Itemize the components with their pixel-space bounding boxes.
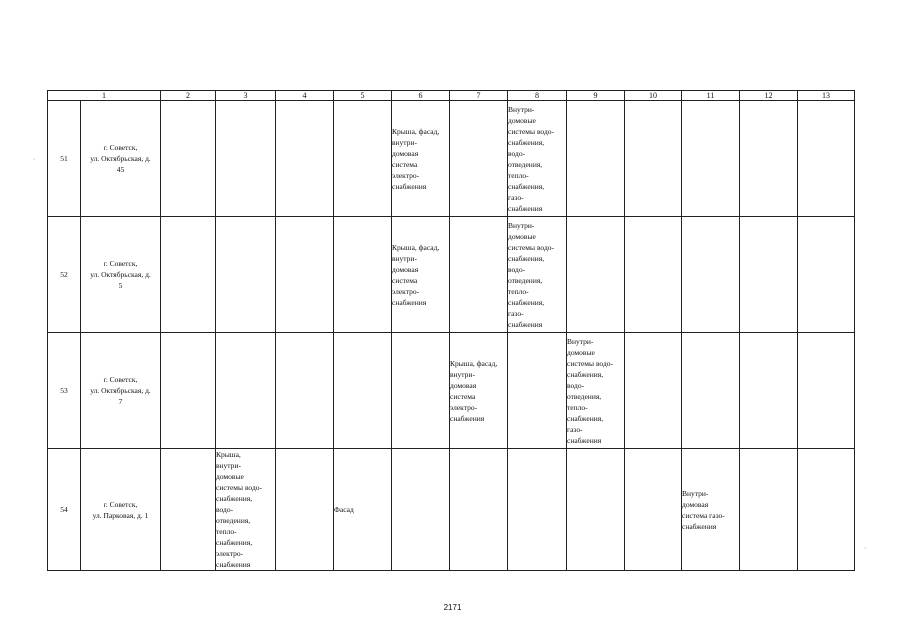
row-number: 53 [48, 333, 81, 449]
cell-col-2 [161, 101, 216, 217]
cell-col-2 [161, 333, 216, 449]
cell-col-4 [276, 101, 334, 217]
cell-col-11 [682, 333, 740, 449]
column-header-10: 10 [625, 91, 682, 101]
cell-col-10 [625, 333, 682, 449]
table-row [48, 101, 855, 217]
cell-col-5: Фасад [334, 449, 392, 571]
cell-col-5 [334, 217, 392, 333]
column-header-9: 9 [567, 91, 625, 101]
address-cell: г. Советск, ул. Октябрьская, д. 7 [81, 333, 161, 449]
cell-col-9 [567, 217, 625, 333]
cell-col-8 [508, 449, 567, 571]
cell-col-5 [334, 101, 392, 217]
cell-col-9: Внутри- домовые системы водо- снабжения, водо- отведения, тепло- снабжения, газо- снабжения [567, 333, 625, 449]
cell-col-11: Внутри- домовая система газо- снабжения [682, 449, 740, 571]
cell-col-12 [740, 217, 798, 333]
cell-col-4 [276, 449, 334, 571]
cell-col-9 [567, 101, 625, 217]
column-header-5: 5 [334, 91, 392, 101]
cell-col-4 [276, 333, 334, 449]
cell-col-8: Внутри- домовые системы водо- снабжения, водо- отведения, тепло- снабжения, газо- снабжения [508, 217, 567, 333]
cell-col-3 [216, 333, 276, 449]
column-header-13: 13 [798, 91, 855, 101]
column-header-1: 1 [48, 91, 161, 101]
cell-col-9 [567, 449, 625, 571]
row-number: 51 [48, 101, 81, 217]
cell-col-6 [392, 449, 450, 571]
page-number: 2171 [443, 603, 462, 612]
cell-col-12 [740, 333, 798, 449]
cell-col-7: Крыша, фасад, внутри- домовая система электро- снабжения [450, 333, 508, 449]
cell-col-7 [450, 217, 508, 333]
works-table [47, 90, 855, 571]
cell-col-12 [740, 101, 798, 217]
scan-speck: · [864, 545, 867, 552]
cell-col-8: Внутри- домовые системы водо- снабжения, водо- отведения, тепло- снабжения, газо- снабжения [508, 101, 567, 217]
cell-col-10 [625, 101, 682, 217]
cell-col-10 [625, 449, 682, 571]
cell-col-13 [798, 101, 855, 217]
column-header-12: 12 [740, 91, 798, 101]
cell-col-13 [798, 333, 855, 449]
cell-col-3 [216, 101, 276, 217]
cell-col-4 [276, 217, 334, 333]
table-row [48, 333, 855, 449]
row-number: 52 [48, 217, 81, 333]
address-cell: г. Советск, ул. Октябрьская, д. 45 [81, 101, 161, 217]
column-header-11: 11 [682, 91, 740, 101]
cell-col-3 [216, 217, 276, 333]
cell-col-13 [798, 217, 855, 333]
cell-col-11 [682, 217, 740, 333]
column-header-6: 6 [392, 91, 450, 101]
cell-col-10 [625, 217, 682, 333]
cell-col-2 [161, 449, 216, 571]
cell-col-11 [682, 101, 740, 217]
address-cell: г. Советск, ул. Октябрьская, д. 5 [81, 217, 161, 333]
column-header-2: 2 [161, 91, 216, 101]
column-header-3: 3 [216, 91, 276, 101]
row-number: 54 [48, 449, 81, 571]
cell-col-8 [508, 333, 567, 449]
cell-col-3: Крыша, внутри- домовые системы водо- снабжения, водо- отведения, тепло- снабжения, электро- снабжения [216, 449, 276, 571]
header-row [48, 91, 855, 101]
column-header-7: 7 [450, 91, 508, 101]
cell-col-6: Крыша, фасад, внутри- домовая система электро- снабжения [392, 217, 450, 333]
column-header-8: 8 [508, 91, 567, 101]
table-row [48, 217, 855, 333]
cell-col-5 [334, 333, 392, 449]
address-cell: г. Советск, ул. Парковая, д. 1 [81, 449, 161, 571]
scan-speck: · [33, 156, 36, 163]
cell-col-7 [450, 449, 508, 571]
table-row [48, 449, 855, 571]
cell-col-6: Крыша, фасад, внутри- домовая система электро- снабжения [392, 101, 450, 217]
cell-col-13 [798, 449, 855, 571]
cell-col-6 [392, 333, 450, 449]
column-header-4: 4 [276, 91, 334, 101]
cell-col-12 [740, 449, 798, 571]
cell-col-2 [161, 217, 216, 333]
cell-col-7 [450, 101, 508, 217]
